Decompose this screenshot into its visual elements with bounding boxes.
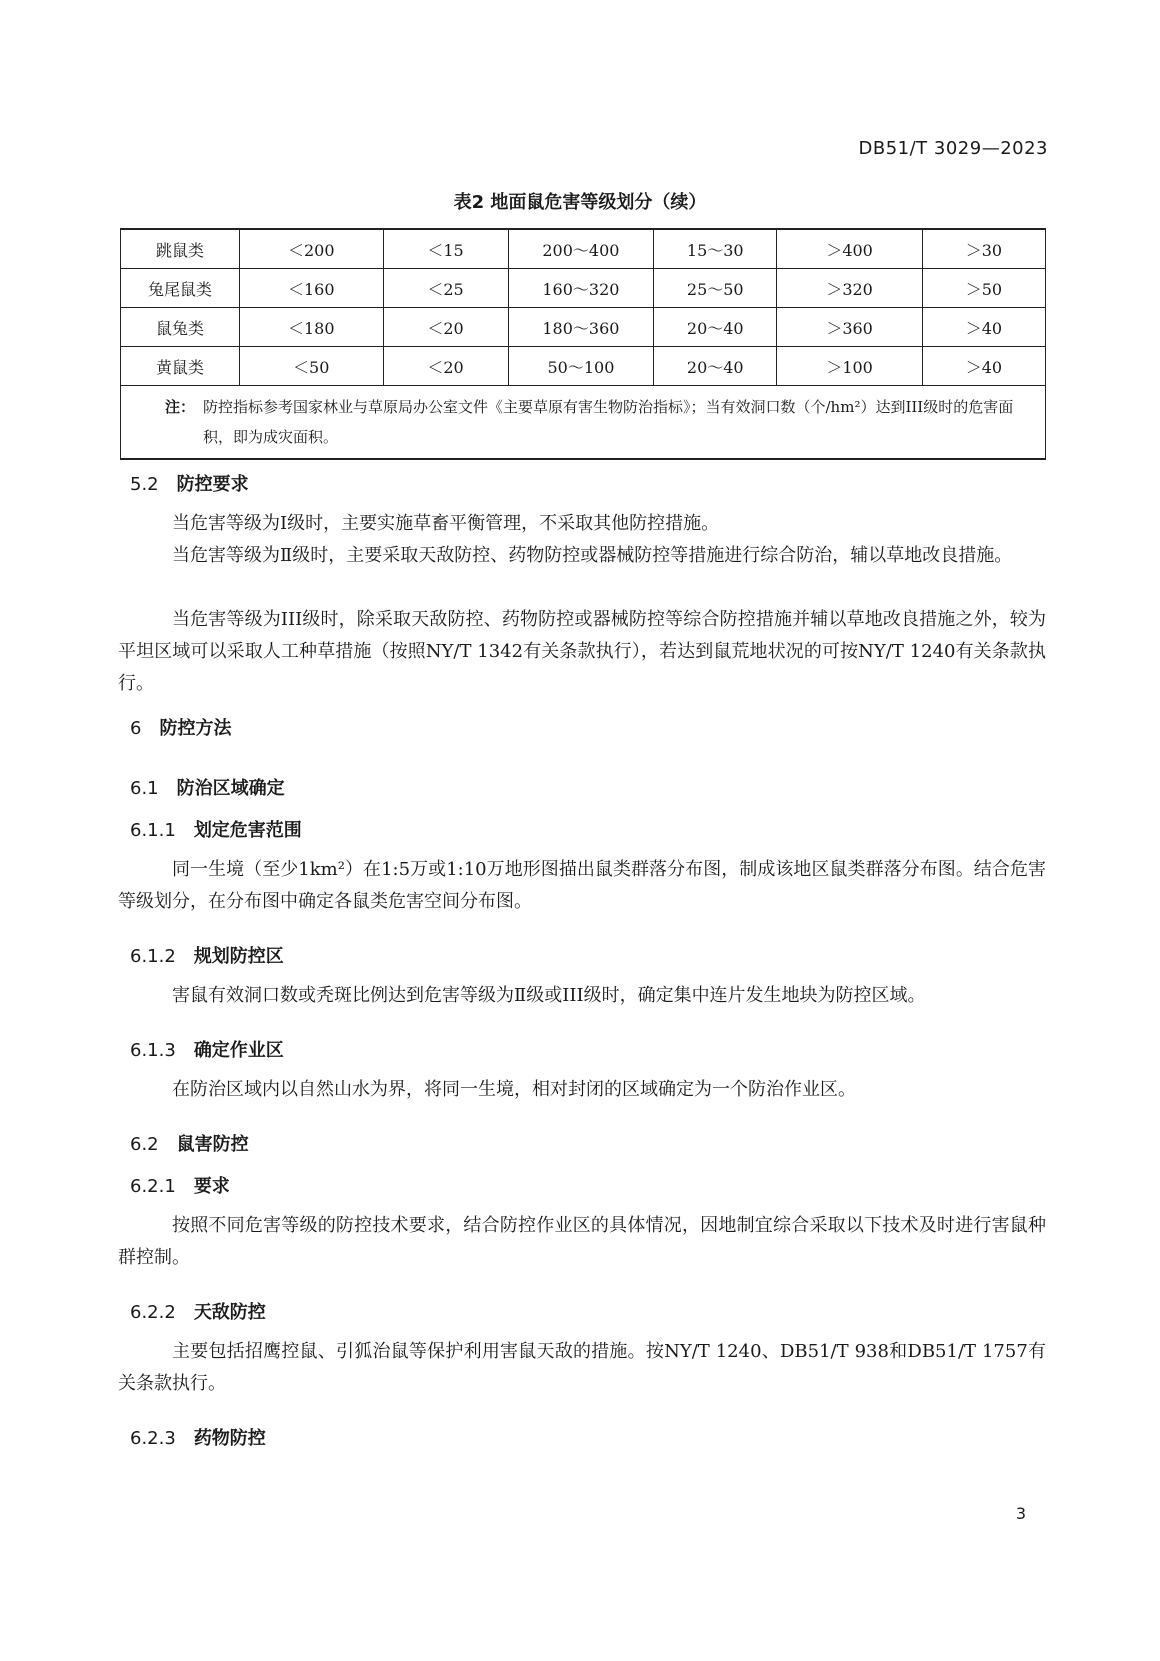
section-number: 6.2.3 bbox=[130, 1428, 176, 1449]
table-cell: 50～100 bbox=[508, 347, 654, 386]
table-row bbox=[121, 269, 1046, 308]
section-number: 5.2 bbox=[130, 474, 159, 495]
section-title: 药物防控 bbox=[193, 1428, 266, 1449]
note-text: 防控指标参考国家林业与草原局办公室文件《主要草原有害生物防治指标》；当有效洞口数（个/hm²）达到III级时的危害面积，即为成灾面积。 bbox=[203, 398, 1014, 446]
section-number: 6.1.2 bbox=[130, 946, 176, 967]
table-cell: 25～50 bbox=[654, 269, 777, 308]
section-title: 防控方法 bbox=[159, 718, 232, 739]
table-cell: 160～320 bbox=[508, 269, 654, 308]
section-number: 6.2.2 bbox=[130, 1302, 176, 1323]
section-heading-6-2-3 bbox=[130, 1424, 266, 1450]
section-heading-6-1 bbox=[130, 774, 285, 800]
paragraph: 当危害等级为III级时，除采取天敌防控、药物防控或器械防控等综合防控措施并辅以草地改良措施之外，较为平坦区域可以采取人工种草措施（按照NY/T 1342有关条款执行），若达到鼠荒地状况的可按NY/T 1240有关条款执行。 bbox=[118, 609, 1046, 694]
section-title: 确定作业区 bbox=[193, 1040, 284, 1061]
table-cell: ＞400 bbox=[777, 229, 923, 269]
paragraph: 当危害等级为Ⅰ级时，主要实施草畜平衡管理，不采取其他防控措施。 bbox=[172, 513, 720, 534]
paragraph: 在防治区域内以自然山水为界，将同一生境，相对封闭的区域确定为一个防治作业区。 bbox=[172, 1079, 856, 1100]
section-title: 防控要求 bbox=[176, 474, 249, 495]
table-cell: 180～360 bbox=[508, 308, 654, 347]
table-cell: 20～40 bbox=[654, 308, 777, 347]
section-title: 划定危害范围 bbox=[193, 820, 302, 841]
section-heading-6 bbox=[130, 714, 231, 740]
section-number: 6.2 bbox=[130, 1134, 159, 1155]
table-cell: ＜15 bbox=[383, 229, 508, 269]
table-cell: ＞40 bbox=[922, 308, 1045, 347]
paragraph: 同一生境（至少1km²）在1:5万或1:10万地形图描出鼠类群落分布图，制成该地区鼠类群落分布图。结合危害等级划分，在分布图中确定各鼠类危害空间分布图。 bbox=[118, 859, 1046, 912]
section-heading-6-1-1 bbox=[130, 816, 302, 842]
paragraph: 主要包括招鹰控鼠、引狐治鼠等保护利用害鼠天敌的措施。按NY/T 1240、DB51/T 938和DB51/T 1757有关条款执行。 bbox=[118, 1341, 1046, 1394]
section-heading-5-2 bbox=[130, 470, 249, 496]
table-cell: ＜200 bbox=[239, 229, 383, 269]
table-row bbox=[121, 308, 1046, 347]
section-heading-6-1-2 bbox=[130, 942, 284, 968]
table-cell: ＞30 bbox=[922, 229, 1045, 269]
section-number: 6.1.1 bbox=[130, 820, 176, 841]
table-cell: 200～400 bbox=[508, 229, 654, 269]
table-note-row bbox=[121, 386, 1046, 460]
section-title: 规划防控区 bbox=[193, 946, 284, 967]
table-cell: ＞50 bbox=[922, 269, 1045, 308]
section-heading-6-2-1 bbox=[130, 1172, 230, 1198]
table-note bbox=[121, 386, 1046, 460]
section-number: 6.1.3 bbox=[130, 1040, 176, 1061]
table-cell: 15～30 bbox=[654, 229, 777, 269]
table-cell: ＜20 bbox=[383, 308, 508, 347]
table-cell: 20～40 bbox=[654, 347, 777, 386]
table-cell: ＜50 bbox=[239, 347, 383, 386]
table-cell: ＞320 bbox=[777, 269, 923, 308]
section-number: 6.1 bbox=[130, 778, 159, 799]
paragraph: 当危害等级为Ⅱ级时，主要采取天敌防控、药物防控或器械防控等措施进行综合防治，辅以草地改良措施。 bbox=[172, 545, 1013, 566]
table-cell: 黄鼠类 bbox=[121, 347, 240, 386]
table-cell: ＜25 bbox=[383, 269, 508, 308]
section-title: 防治区域确定 bbox=[176, 778, 285, 799]
table-cell: ＞40 bbox=[922, 347, 1045, 386]
note-label: 注： bbox=[165, 398, 196, 416]
table-cell: ＜160 bbox=[239, 269, 383, 308]
document-code: DB51/T 3029—2023 bbox=[858, 138, 1048, 159]
section-title: 要求 bbox=[193, 1176, 230, 1197]
table-title: 表2 地面鼠危害等级划分（续） bbox=[453, 192, 707, 213]
table-row bbox=[121, 347, 1046, 386]
table-row bbox=[121, 229, 1046, 269]
section-heading-6-2 bbox=[130, 1130, 249, 1156]
table-cell: ＜180 bbox=[239, 308, 383, 347]
table-cell: ＜20 bbox=[383, 347, 508, 386]
table-cell: 跳鼠类 bbox=[121, 229, 240, 269]
section-number: 6.2.1 bbox=[130, 1176, 176, 1197]
section-heading-6-1-3 bbox=[130, 1036, 284, 1062]
section-number: 6 bbox=[130, 718, 142, 739]
paragraph: 害鼠有效洞口数或秃斑比例达到危害等级为Ⅱ级或III级时，确定集中连片发生地块为防控区域。 bbox=[172, 985, 926, 1006]
page-number: 3 bbox=[1015, 1504, 1026, 1523]
section-title: 天敌防控 bbox=[193, 1302, 266, 1323]
table-cell: 兔尾鼠类 bbox=[121, 269, 240, 308]
section-title: 鼠害防控 bbox=[176, 1134, 249, 1155]
table-cell: ＞100 bbox=[777, 347, 923, 386]
hazard-grade-table bbox=[120, 228, 1046, 460]
table-cell: ＞360 bbox=[777, 308, 923, 347]
section-heading-6-2-2 bbox=[130, 1298, 266, 1324]
paragraph: 按照不同危害等级的防控技术要求，结合防控作业区的具体情况，因地制宜综合采取以下技术及时进行害鼠种群控制。 bbox=[118, 1215, 1046, 1268]
table-cell: 鼠兔类 bbox=[121, 308, 240, 347]
